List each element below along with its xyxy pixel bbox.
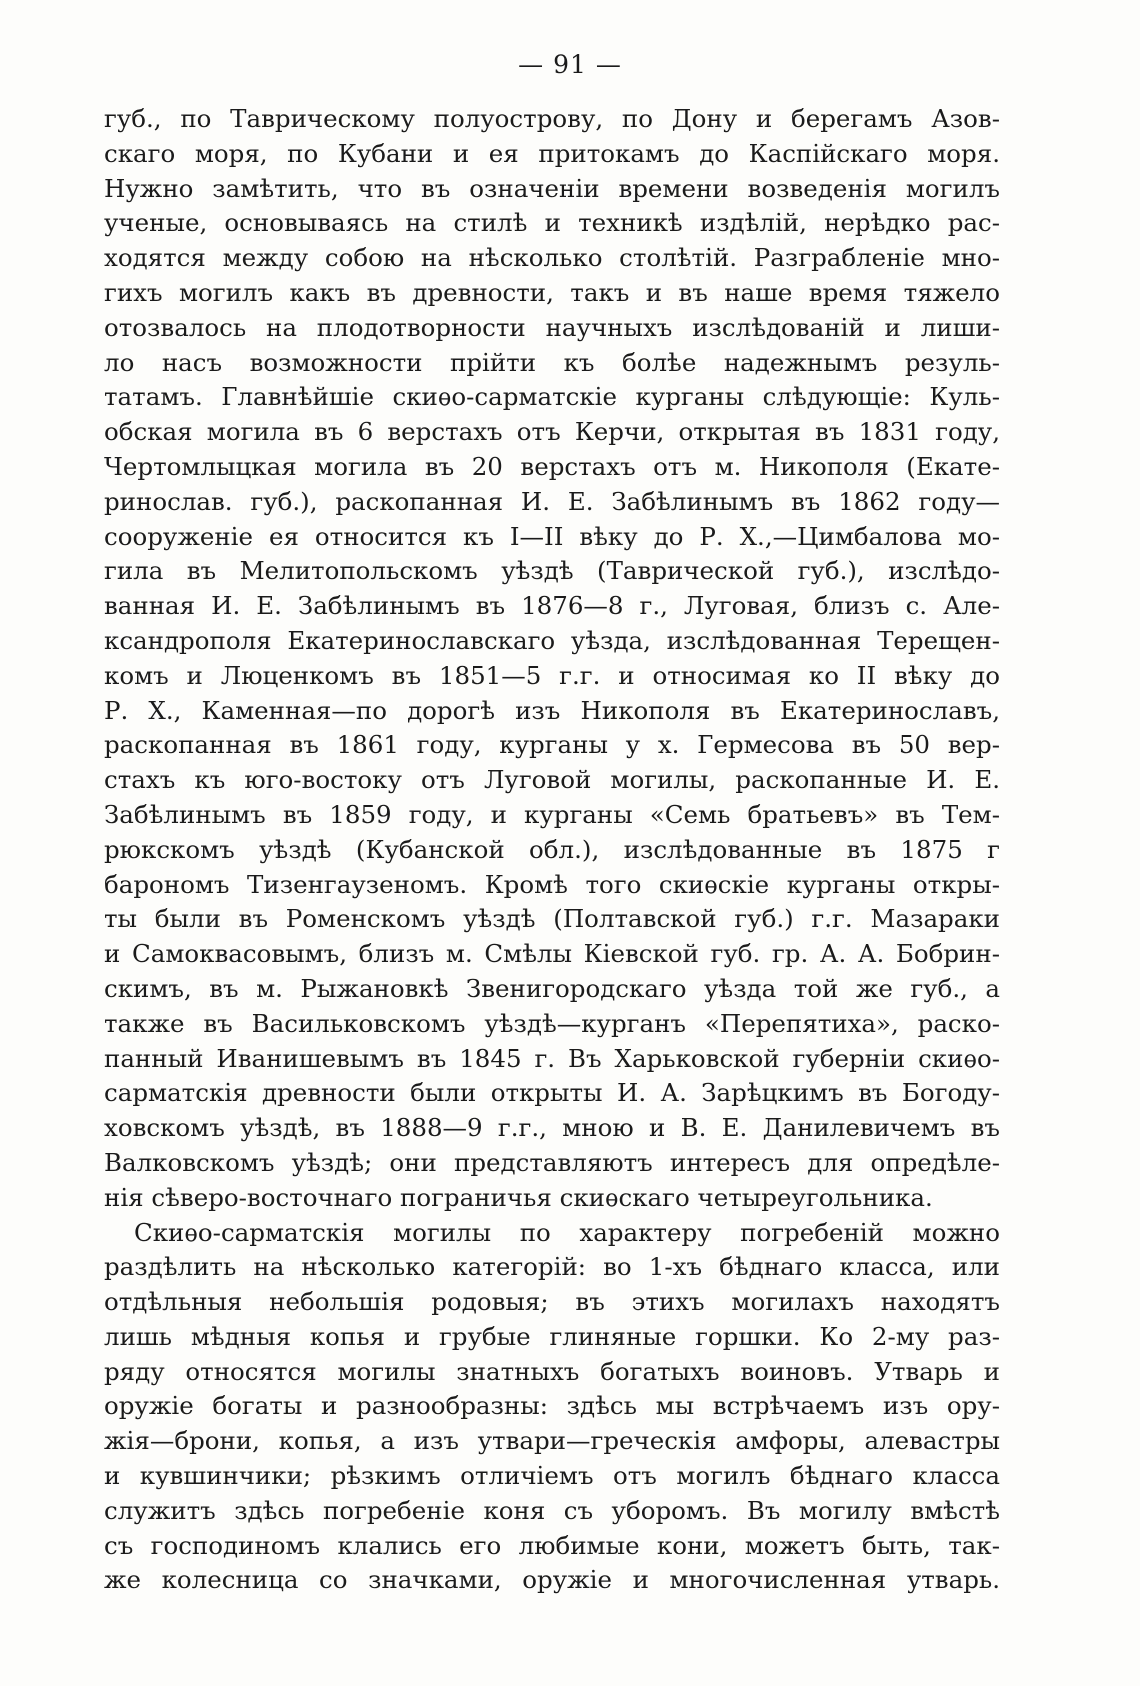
text-line: рюкскомъ уѣздѣ (Кубанской обл.), изслѣдованные въ 1875 г <box>104 834 1000 864</box>
text-line: сооруженіе ея относится къ I—II вѣку до Р. Х.,—Цимбалова мо- <box>104 521 1000 551</box>
text-line: оружіе богаты и разнообразны: здѣсь мы встрѣчаемъ изъ ору- <box>104 1391 1000 1421</box>
text-line: Чертомлыцкая могила въ 20 верстахъ отъ м. Никополя (Екате- <box>104 451 1000 481</box>
text-line: ло насъ возможности прійти къ болѣе надежнымъ резуль- <box>104 347 1000 377</box>
text-line: Валковскомъ уѣздѣ; они представляютъ интересъ для опредѣле- <box>104 1147 1000 1177</box>
text-line: стахъ къ юго-востоку отъ Луговой могилы, раскопанные И. Е. <box>104 765 1000 795</box>
text-line: Нужно замѣтить, что въ означеніи времени возведенія могилъ <box>104 173 1000 203</box>
text-line: отдѣльныя небольшія родовыя; въ этихъ могилахъ находятъ <box>104 1287 1000 1317</box>
text-line: Забѣлинымъ въ 1859 году, и курганы «Семь братьевъ» въ Тем- <box>104 799 1000 829</box>
text-line: ванная И. Е. Забѣлинымъ въ 1876—8 г., Луговая, близъ с. Але- <box>104 591 1000 621</box>
text-line: нія сѣверо-восточнаго пограничья скиѳскаго четыреугольника. <box>104 1182 933 1212</box>
text-line: комъ и Люценкомъ въ 1851—5 г.г. и относимая ко II вѣку до <box>104 660 1000 690</box>
text-line: лишь мѣдныя копья и грубые глиняные горшки. Ко 2-му раз- <box>104 1321 1000 1351</box>
text-line: съ господиномъ клались его любимые кони, можетъ быть, так- <box>104 1530 1000 1560</box>
text-line: скимъ, въ м. Рыжановкѣ Звенигородскаго уѣзда той же губ., а <box>104 973 1000 1003</box>
text-line: также въ Васильковскомъ уѣздѣ—курганъ «Перепятиха», раско- <box>104 1008 1000 1038</box>
text-line: Р. Х., Каменная—по дорогѣ изъ Никополя въ Екатеринославъ, <box>104 695 1000 725</box>
paragraph-1 <box>104 102 1000 1216</box>
text-line: обская могила въ 6 верстахъ отъ Керчи, открытая въ 1831 году, <box>104 417 1000 447</box>
text-line: раскопанная въ 1861 году, курганы у х. Гермесова въ 50 вер- <box>104 730 1000 760</box>
text-line: гила въ Мелитопольскомъ уѣздѣ (Таврической губ.), изслѣдо- <box>104 556 1000 586</box>
text-line: татамъ. Главнѣйшіе скиѳо-сарматскіе курганы слѣдующіе: Куль- <box>104 382 1000 412</box>
text-line: же колесница со значками, оружіе и многочисленная утварь. <box>104 1565 1000 1595</box>
text-line: панный Иванишевымъ въ 1845 г. Въ Харьковской губерніи скиѳо- <box>104 1043 1000 1073</box>
paragraph-2 <box>104 1216 1000 1599</box>
text-line: ринослав. губ.), раскопанная И. Е. Забѣлинымъ въ 1862 году— <box>104 486 1000 516</box>
text-line: ученые, основываясь на стилѣ и техникѣ издѣлій, нерѣдко рас- <box>104 208 1000 238</box>
text-line: и кувшинчики; рѣзкимъ отличіемъ отъ могилъ бѣднаго класса <box>104 1461 1000 1491</box>
text-line: ряду относятся могилы знатныхъ богатыхъ воиновъ. Утварь и <box>104 1356 1000 1386</box>
text-line: губ., по Таврическому полуострову, по Дону и берегамъ Азов- <box>104 104 1000 133</box>
text-line: ты были въ Роменскомъ уѣздѣ (Полтавской губ.) г.г. Мазараки <box>104 904 1000 934</box>
text-line: жія—брони, копья, а изъ утвари—греческія амфоры, алевастры <box>104 1426 1000 1456</box>
text-line: раздѣлить на нѣсколько категорій: во 1-хъ бѣднаго класса, или <box>104 1252 1000 1282</box>
text-line: гихъ могилъ какъ въ древности, такъ и въ наше время тяжело <box>104 277 1000 307</box>
text-block <box>104 102 1000 1598</box>
text-line: служитъ здѣсь погребеніе коня съ уборомъ. Въ могилу вмѣстѣ <box>104 1495 1000 1525</box>
page-number: — 91 — <box>518 50 622 79</box>
text-line: сарматскія древности были открыты И. А. Зарѣцкимъ въ Богоду- <box>104 1078 1000 1108</box>
text-line: Скиѳо-сарматскія могилы по характеру погребеній можно <box>134 1217 1000 1247</box>
text-line: скаго моря, по Кубани и ея притокамъ до Каспійскаго моря. <box>104 138 1000 168</box>
text-line: и Самоквасовымъ, близъ м. Смѣлы Кіевской губ. гр. А. А. Бобрин- <box>104 939 1000 969</box>
text-line: барономъ Тизенгаузеномъ. Кромѣ того скиѳскіе курганы откры- <box>104 869 1000 899</box>
text-line: отозвалось на плодотворности научныхъ изслѣдованій и лиши- <box>104 312 1000 342</box>
text-line: ходятся между собою на нѣсколько столѣтій. Разграбленіе мно- <box>104 243 1000 273</box>
text-line: ховскомъ уѣздѣ, въ 1888—9 г.г., мною и В. Е. Данилевичемъ въ <box>104 1113 1000 1143</box>
text-line: ксандрополя Екатеринославскаго уѣзда, изслѣдованная Терещен- <box>104 625 1000 655</box>
